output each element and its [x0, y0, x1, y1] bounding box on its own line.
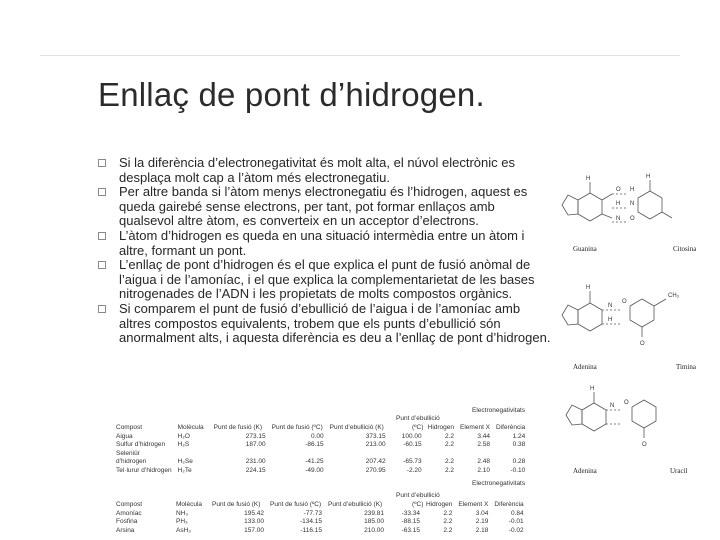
title-rule [40, 55, 680, 56]
table-cell: H₂O [177, 432, 190, 440]
svg-text:O: O [642, 442, 647, 448]
table-header: Punt de fusió (ºC) [271, 424, 323, 431]
uracil-label: Uracil [670, 467, 688, 475]
table-header: Punt de fusió (ºC) [270, 501, 322, 508]
table-cell: 195.42 [244, 509, 264, 517]
svg-text:O: O [640, 341, 645, 347]
table-cell: 239.81 [364, 509, 384, 517]
table-cell: -33.34 [401, 509, 420, 517]
table1-boiling-caption-unit: (ºC) [412, 424, 424, 431]
table-cell: H₂Se [177, 458, 193, 465]
table-cell: 2.58 [477, 441, 491, 448]
table1-electroneg-caption: Electronegativitats [472, 407, 526, 414]
svg-text:CH₃: CH₃ [668, 293, 680, 299]
table-header-row [116, 501, 530, 510]
table-cell: 2.2 [444, 466, 455, 474]
table-cell: NH₃ [176, 509, 189, 517]
table-cell: AsH₃ [176, 526, 191, 534]
svg-text:H: H [590, 386, 595, 392]
table-cell: H₂S [177, 441, 190, 448]
table-cell: 273.15 [245, 432, 266, 440]
table-row [116, 527, 530, 536]
svg-text:O: O [616, 187, 621, 193]
cytosine-label: Citosina [673, 245, 697, 253]
table-row [116, 510, 530, 519]
adenine-label: Adenina [573, 363, 597, 371]
table-cell: Amoníac [116, 509, 142, 517]
table-cell: -86.15 [305, 441, 324, 448]
checkbox-bullet-icon [98, 159, 106, 167]
table-cell: -0.10 [510, 466, 526, 474]
table-cell: 0.28 [512, 458, 526, 465]
table1-boiling-caption: Punt d’ebullició [396, 415, 440, 422]
table-header [390, 501, 426, 510]
table2-boiling-caption-unit: (ºC) [412, 501, 424, 508]
table-row [116, 433, 531, 442]
table-header: Punt d’ebullició (K) [329, 424, 384, 431]
table-header: Punt de fusió (K) [212, 501, 261, 508]
table-cell: 2.48 [477, 458, 491, 465]
bullet-item [98, 185, 553, 229]
bullet-text: Per altre banda si l’àtom menys electronegatiu és l’hidrogen, aquest es queda gairebé sense electrons, per tant, pot formar enllaços amb qualsevol altre àtom, es converteix en un acceptor d’electrons. [119, 184, 528, 229]
table-header: Punt de fusió (K) [213, 424, 263, 431]
table-cell: d’hidrogen [116, 458, 147, 465]
table-cell: -63.15 [401, 526, 420, 534]
table-row [116, 467, 531, 476]
table-cell: 2.2 [444, 432, 455, 440]
table-row [116, 458, 531, 467]
table-header: Punt d’ebullició (K) [328, 501, 383, 508]
table-cell: Seleniür [116, 449, 140, 457]
svg-text:H: H [586, 176, 591, 182]
bullet-item [98, 156, 553, 185]
table-cell: -134.15 [299, 518, 322, 525]
table2-electroneg-caption: Electronegativitats [472, 480, 526, 487]
table-header: Element X [460, 424, 491, 431]
table-cell: 213.00 [365, 441, 386, 448]
table-cell: 270.95 [365, 466, 386, 474]
svg-text:H: H [608, 317, 613, 323]
table-header [392, 424, 428, 433]
table-cell: 3.44 [477, 432, 491, 440]
table-cell: -2.20 [406, 466, 422, 474]
table-cell: 2.19 [475, 518, 489, 525]
table-cell: 2.2 [443, 526, 453, 534]
table-cell: 373.15 [365, 432, 386, 440]
table-cell: 1.24 [512, 432, 526, 440]
bullet-item [98, 229, 553, 258]
table-cell: 100.00 [401, 432, 422, 440]
guanine-cytosine-pair-diagram [560, 160, 710, 250]
svg-text:N: N [610, 403, 615, 409]
svg-text:H: H [646, 174, 651, 180]
table-cell: Tel·lurur d’hidrogen [116, 466, 172, 474]
table-cell: PH₃ [176, 518, 188, 525]
table-cell: 224.15 [245, 466, 266, 474]
svg-text:O: O [630, 216, 635, 222]
checkbox-bullet-icon [98, 305, 106, 313]
table-header: Hidrogen [426, 501, 453, 508]
table-cell: -0.01 [508, 518, 524, 525]
svg-text:N: N [630, 201, 635, 207]
table-header: Compost [116, 501, 143, 508]
checkbox-bullet-icon [98, 232, 106, 240]
table-cell: 2.2 [444, 458, 455, 465]
checkbox-bullet-icon [98, 261, 106, 269]
table2 [116, 501, 530, 535]
table-header: Diferència [496, 424, 526, 431]
table-cell: 2.18 [475, 526, 489, 534]
table2-boiling-caption: Punt d’ebullició [396, 492, 440, 499]
svg-text:H: H [616, 201, 621, 207]
table-header: Diferència [494, 501, 524, 508]
svg-text:H: H [630, 187, 635, 193]
bullet-text: L’enllaç de pont d’hidrogen és el que explica el punt de fusió anòmal de l’aigua i de l’amoníac, i el que explica la complementarietat de les bases nitrogenades de l’ADN i les propietats de molts compostos orgànics. [119, 257, 535, 302]
table-cell: 2.2 [444, 441, 455, 448]
table-cell: 185.00 [364, 518, 384, 525]
table-cell: 210.00 [364, 526, 384, 534]
table-header: Molècula [176, 501, 203, 508]
table-row [116, 518, 530, 527]
table-cell: Sulfur d’hidrogen [116, 441, 166, 448]
table-cell: -77.73 [303, 509, 322, 517]
adenine-thymine-pair-diagram [560, 275, 710, 365]
checkbox-bullet-icon [98, 188, 106, 196]
table-cell: 3.04 [475, 509, 489, 517]
adenine-uracil-pair-diagram [560, 380, 710, 460]
table-cell: -41.25 [305, 458, 324, 465]
bullet-text: L’àtom d’hidrogen es queda en una situació intermèdia entre un àtom i altre, formant un pont. [119, 227, 525, 258]
table-row [116, 441, 531, 450]
table-cell: Fosfina [116, 518, 138, 525]
table-cell: -0.02 [508, 526, 524, 534]
table-cell: 2.2 [443, 518, 453, 525]
table-cell: -88.15 [401, 518, 420, 525]
table-cell: 2.10 [477, 466, 491, 474]
table-cell: 157.00 [244, 526, 264, 534]
table-cell: -65.73 [403, 458, 422, 465]
svg-text:H: H [586, 285, 591, 291]
svg-text:N: N [608, 303, 613, 309]
thymine-label: Timina [676, 363, 696, 371]
table-cell: 133.00 [244, 518, 264, 525]
bullet-list [98, 156, 553, 346]
table-cell: 0.00 [310, 432, 324, 440]
table-header: Element X [458, 501, 489, 508]
bullet-item [98, 258, 553, 302]
table-row [116, 450, 531, 459]
table-header: Compost [116, 424, 143, 431]
table1 [116, 424, 531, 475]
svg-text:O: O [624, 400, 629, 406]
table-cell: -49.00 [305, 466, 324, 474]
table-cell: Aigua [116, 432, 133, 440]
bullet-text: Si comparem el punt de fusió d’ebullició de l’aigua i de l’amoníac amb altres compostos equivalents, trobem que els punts d’ebullició són anormalment alts, i aquesta diferència es deu a l’enllaç de pont d’hidrogen. [119, 300, 551, 346]
table-cell: 0.38 [512, 441, 526, 448]
bullet-item [98, 302, 553, 346]
table-cell: 0.84 [511, 509, 524, 517]
table-cell: 231.00 [245, 458, 266, 465]
table-header: Hidrogen [427, 424, 455, 431]
guanine-label: Guanina [573, 245, 597, 253]
table-cell: 187.00 [245, 441, 266, 448]
table-cell: -60.15 [403, 441, 422, 448]
bullet-text: Si la diferència d’electronegativitat és molt alta, el núvol electrònic es desplaça molt cap a l’àtom més electronegatiu. [119, 155, 515, 185]
slide-title: Enllaç de pont d’hidrogen. [98, 76, 485, 113]
table-cell: -116.15 [300, 526, 322, 534]
table-cell: 2.2 [443, 509, 453, 517]
table-cell: 207.42 [365, 458, 386, 465]
table-cell: H₂Te [177, 466, 192, 474]
table-cell: Arsina [116, 526, 135, 534]
svg-text:N: N [616, 216, 621, 222]
svg-text:O: O [622, 299, 627, 305]
adenine-label-2: Adenina [573, 467, 597, 475]
table-header-row [116, 424, 531, 433]
table-header: Molècula [177, 424, 204, 431]
